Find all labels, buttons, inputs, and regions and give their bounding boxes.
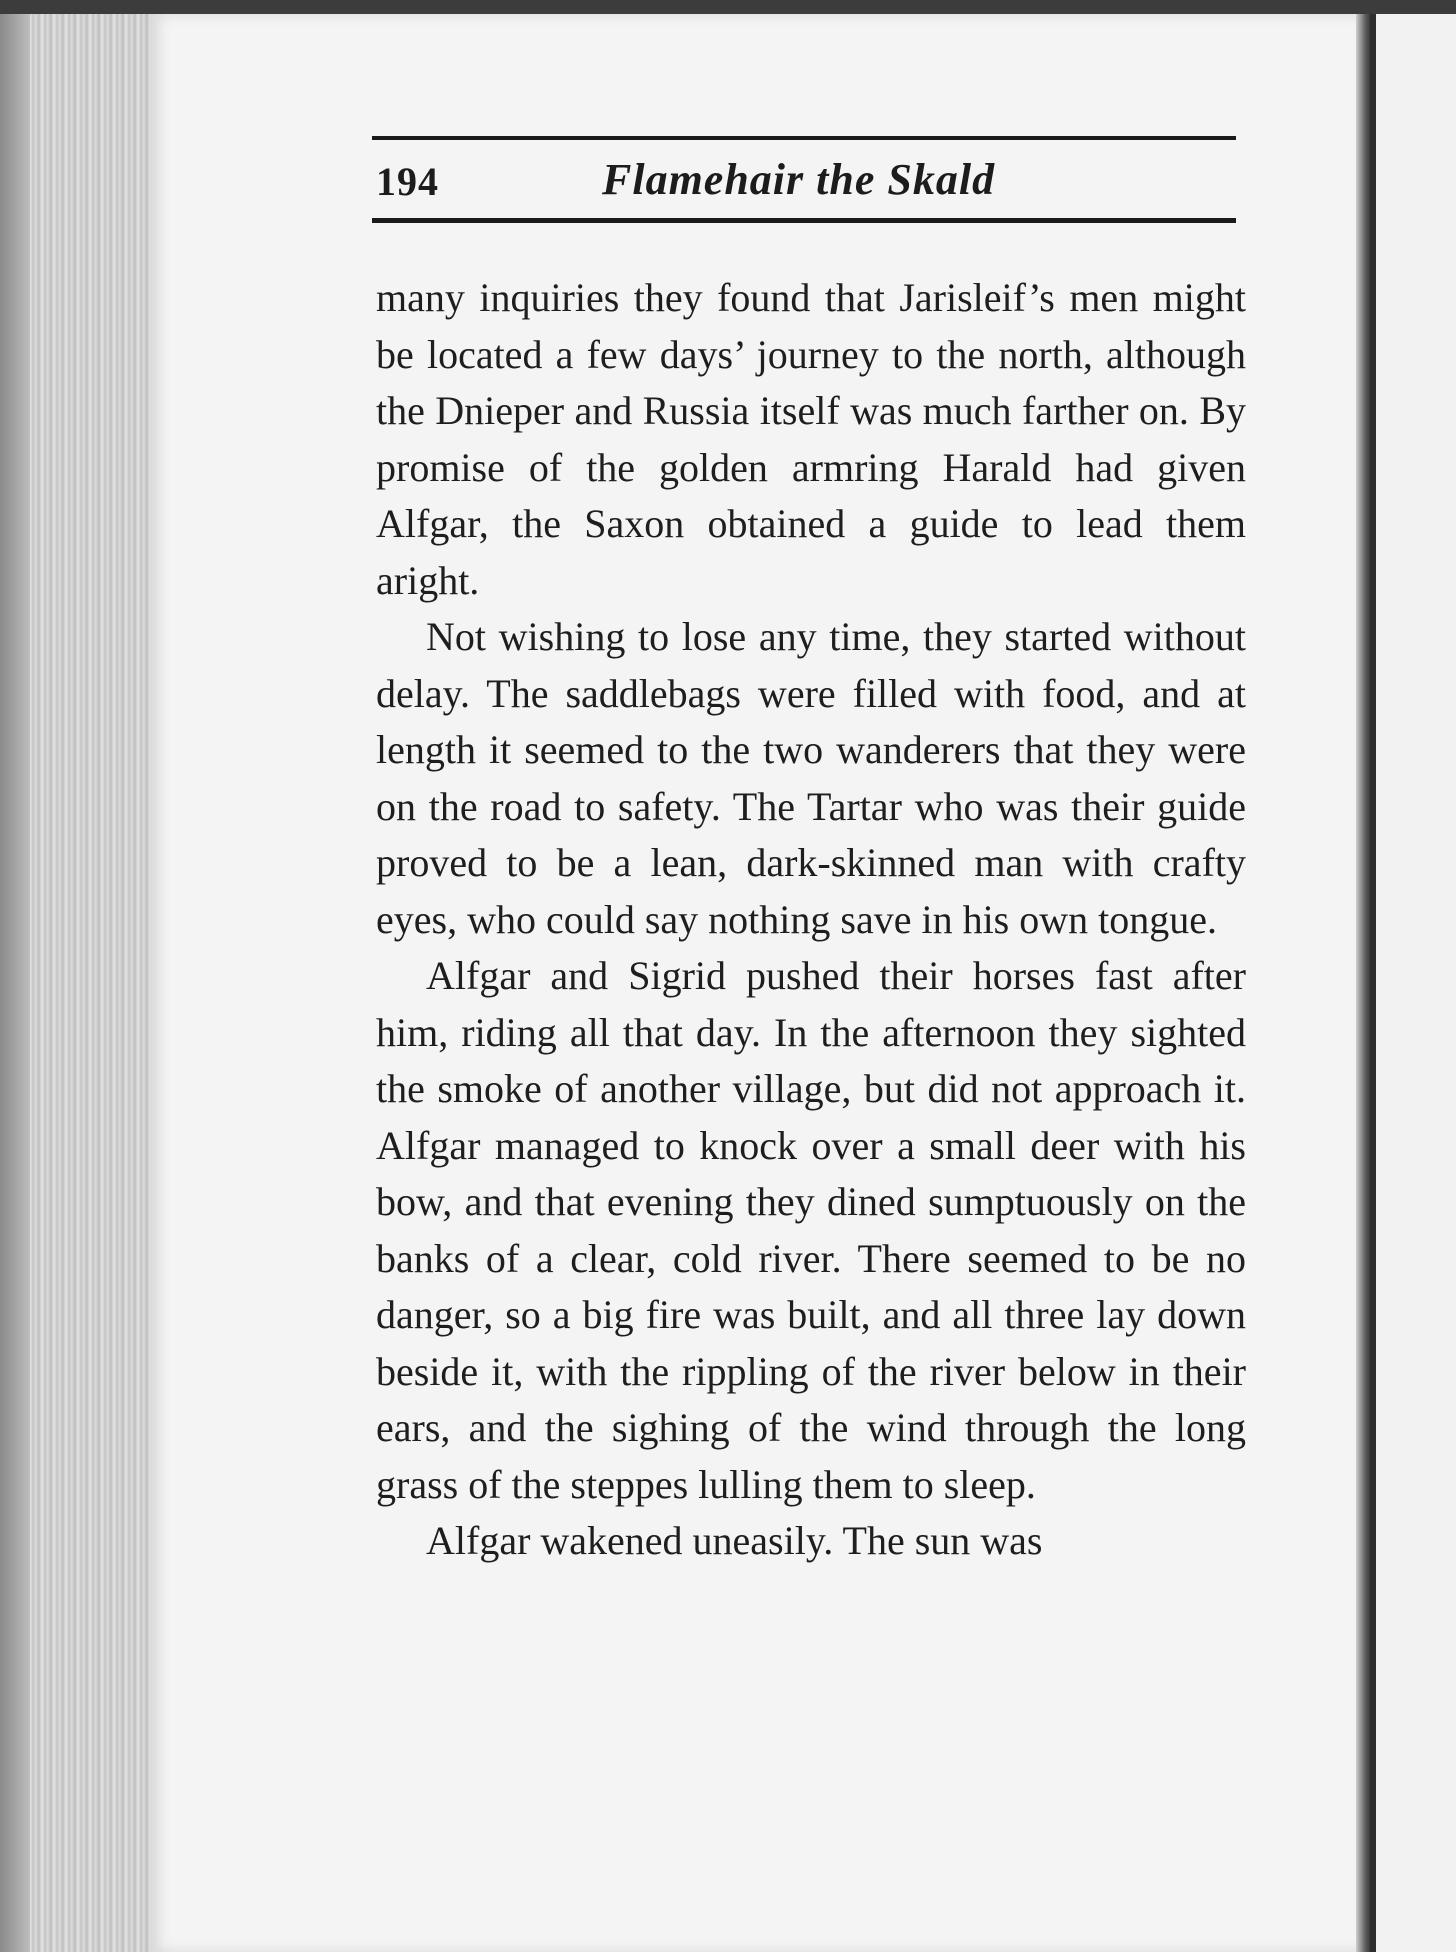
page-edges — [0, 14, 154, 1952]
paragraph: Alfgar wakened uneasily. The sun was — [426, 1518, 1043, 1563]
facing-page-edge — [1370, 14, 1456, 1952]
body-text — [376, 270, 1246, 1570]
running-head — [372, 150, 1236, 210]
header-rule-bottom — [372, 218, 1236, 223]
paragraph: Alfgar and Sigrid pushed their horses fast after him, riding all that day. In the afternoon they sighted the smoke of another village, but did not approach it. Alfgar managed to knock over a small deer with his bow, and that evening they dined sumptuously on the banks of a clear, cold river. There seemed to be no danger, so a big fire was built, and all three lay down beside it, with the rippling of the river below in their ears, and the sighing of the wind through the long grass of the steppes lulling them to sleep. — [376, 953, 1246, 1507]
header-rule-top — [372, 136, 1236, 140]
paragraph: Not wishing to lose any time, they started without delay. The saddlebags were filled with food, and at length it seemed to the two wanderers that they were on the road to safety. The Tartar who was their guide proved to be a lean, dark-skinned man with crafty eyes, who could say nothing save in his own tongue. — [376, 614, 1246, 942]
page-number: 194 — [376, 159, 439, 204]
paragraph: many inquiries they found that Jarisleif’s men might be located a few days’ journey to the north, although the Dnieper and Russia itself was much farther on. By promise of the golden armring Harald had given Alfgar, the Saxon obtained a guide to lead them aright. — [376, 275, 1246, 603]
running-title: Flamehair the Skald — [602, 155, 996, 204]
